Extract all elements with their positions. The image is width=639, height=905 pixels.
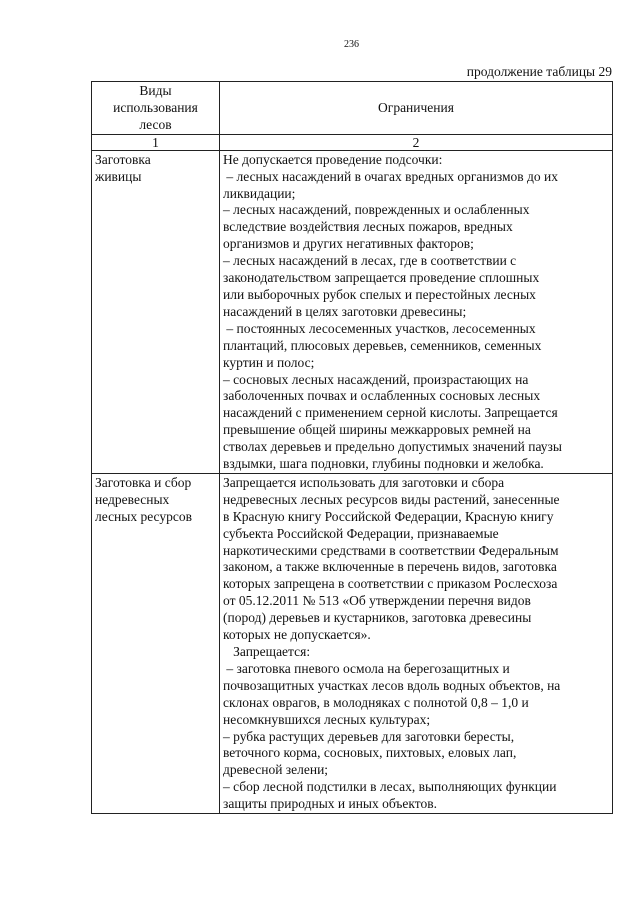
- header-restrictions: Ограничения: [220, 82, 613, 135]
- restriction-line: Запрещается:: [223, 644, 311, 659]
- restriction-line: куртин и полос;: [223, 354, 315, 370]
- restriction-line: Запрещается использовать для заготовки и сбора: [223, 474, 505, 490]
- header-row: [92, 82, 613, 135]
- restrictions-cell: [220, 473, 613, 813]
- table-caption: продолжение таблицы 29: [466, 64, 612, 79]
- restriction-line: древесной зелени;: [223, 762, 329, 778]
- forest-use-type-line: лесных ресурсов: [95, 508, 192, 524]
- restriction-line: – постоянных лесосеменных участков, лесосеменных: [223, 320, 536, 336]
- restriction-line: наркотическими средствами в соответствии Федеральным: [223, 542, 559, 558]
- restriction-line: вздымки, шага подновки, глубины подновки и желобка.: [223, 456, 544, 472]
- restriction-line: ликвидации;: [223, 185, 296, 201]
- restriction-line: законом, а также включенные в перечень видов, заготовка: [223, 559, 557, 575]
- restrictions-cell: [220, 150, 613, 473]
- header-forest-use-type: [92, 82, 220, 135]
- forest-use-type-line: Заготовка: [95, 151, 151, 167]
- table-row: [92, 150, 613, 473]
- restriction-line: недревесных лесных ресурсов виды растений, занесенные: [223, 491, 560, 507]
- restriction-line: – заготовка пневого осмола на берегозащитных и: [223, 660, 510, 676]
- header-line: Виды: [139, 83, 172, 98]
- forest-use-type-line: недревесных: [95, 491, 170, 507]
- restrictions-table: [91, 81, 613, 814]
- header-line: лесов: [139, 116, 172, 132]
- table-row: [92, 473, 613, 813]
- header-line: использования: [113, 99, 198, 115]
- restriction-line: законодательством запрещается проведение сплошных: [223, 270, 540, 286]
- restriction-line: защиты природных и иных объектов.: [223, 796, 437, 812]
- restriction-line: превышение общей ширины межкарровых ремней на: [223, 422, 531, 438]
- restriction-line: склонах оврагов, в молодняках с полнотой 0,8 – 1,0 и: [223, 694, 529, 710]
- restriction-line: (пород) деревьев и кустарников, заготовка древесины: [223, 610, 532, 626]
- restriction-line: в Красную книгу Российской Федерации, Красную книгу: [223, 508, 554, 524]
- restriction-line: почвозащитных участках лесов вдоль водных объектов, на: [223, 677, 561, 693]
- restriction-line: Не допускается проведение подсочки:: [223, 151, 443, 167]
- restriction-line: заболоченных почвах и ослабленных сосновых лесных: [223, 388, 541, 404]
- restriction-line: которых запрещена в соответствии с приказом Рослесхоза: [223, 576, 558, 592]
- column-number-row: [92, 134, 613, 150]
- page-number: 236: [344, 39, 359, 50]
- column-number: 1: [92, 134, 220, 150]
- restriction-line: стволах деревьев и предельно допустимых значений паузы: [223, 439, 562, 455]
- restriction-line: – лесных насаждений в лесах, где в соответствии с: [223, 253, 517, 269]
- restriction-line: – сбор лесной подстилки в лесах, выполняющих функции: [223, 779, 557, 795]
- restriction-line: – рубка растущих деревьев для заготовки бересты,: [223, 728, 515, 744]
- restriction-line: субъекта Российской Федерации, признаваемые: [223, 525, 499, 541]
- restriction-line: плантаций, плюсовых деревьев, семенников, семенных: [223, 337, 542, 353]
- restriction-line: несомкнувшихся лесных культурах;: [223, 711, 431, 727]
- restriction-line: – лесных насаждений в очагах вредных организмов до их: [223, 168, 559, 184]
- forest-use-type-line: живицы: [95, 168, 142, 184]
- forest-use-type-cell: [92, 150, 220, 473]
- restriction-line: или выборочных рубок спелых и перестойных лесных: [223, 286, 536, 302]
- forest-use-type-line: Заготовка и сбор: [95, 474, 192, 490]
- restriction-line: насаждений в целях заготовки древесины;: [223, 303, 467, 319]
- restriction-line: насаждений с применением серной кислоты. Запрещается: [223, 405, 558, 421]
- restriction-line: организмов и других негативных факторов;: [223, 236, 474, 252]
- restriction-line: вследствие воздействия лесных пожаров, вредных: [223, 219, 513, 235]
- restriction-line: веточного корма, сосновых, пихтовых, еловых лап,: [223, 745, 517, 761]
- restriction-line: – лесных насаждений, поврежденных и ослабленных: [223, 202, 530, 218]
- column-number: 2: [220, 134, 613, 150]
- restriction-line: от 05.12.2011 № 513 «Об утверждении перечня видов: [223, 593, 531, 609]
- restriction-line: – сосновых лесных насаждений, произрастающих на: [223, 371, 529, 387]
- forest-use-type-cell: [92, 473, 220, 813]
- restriction-line: которых не допускается».: [223, 627, 371, 643]
